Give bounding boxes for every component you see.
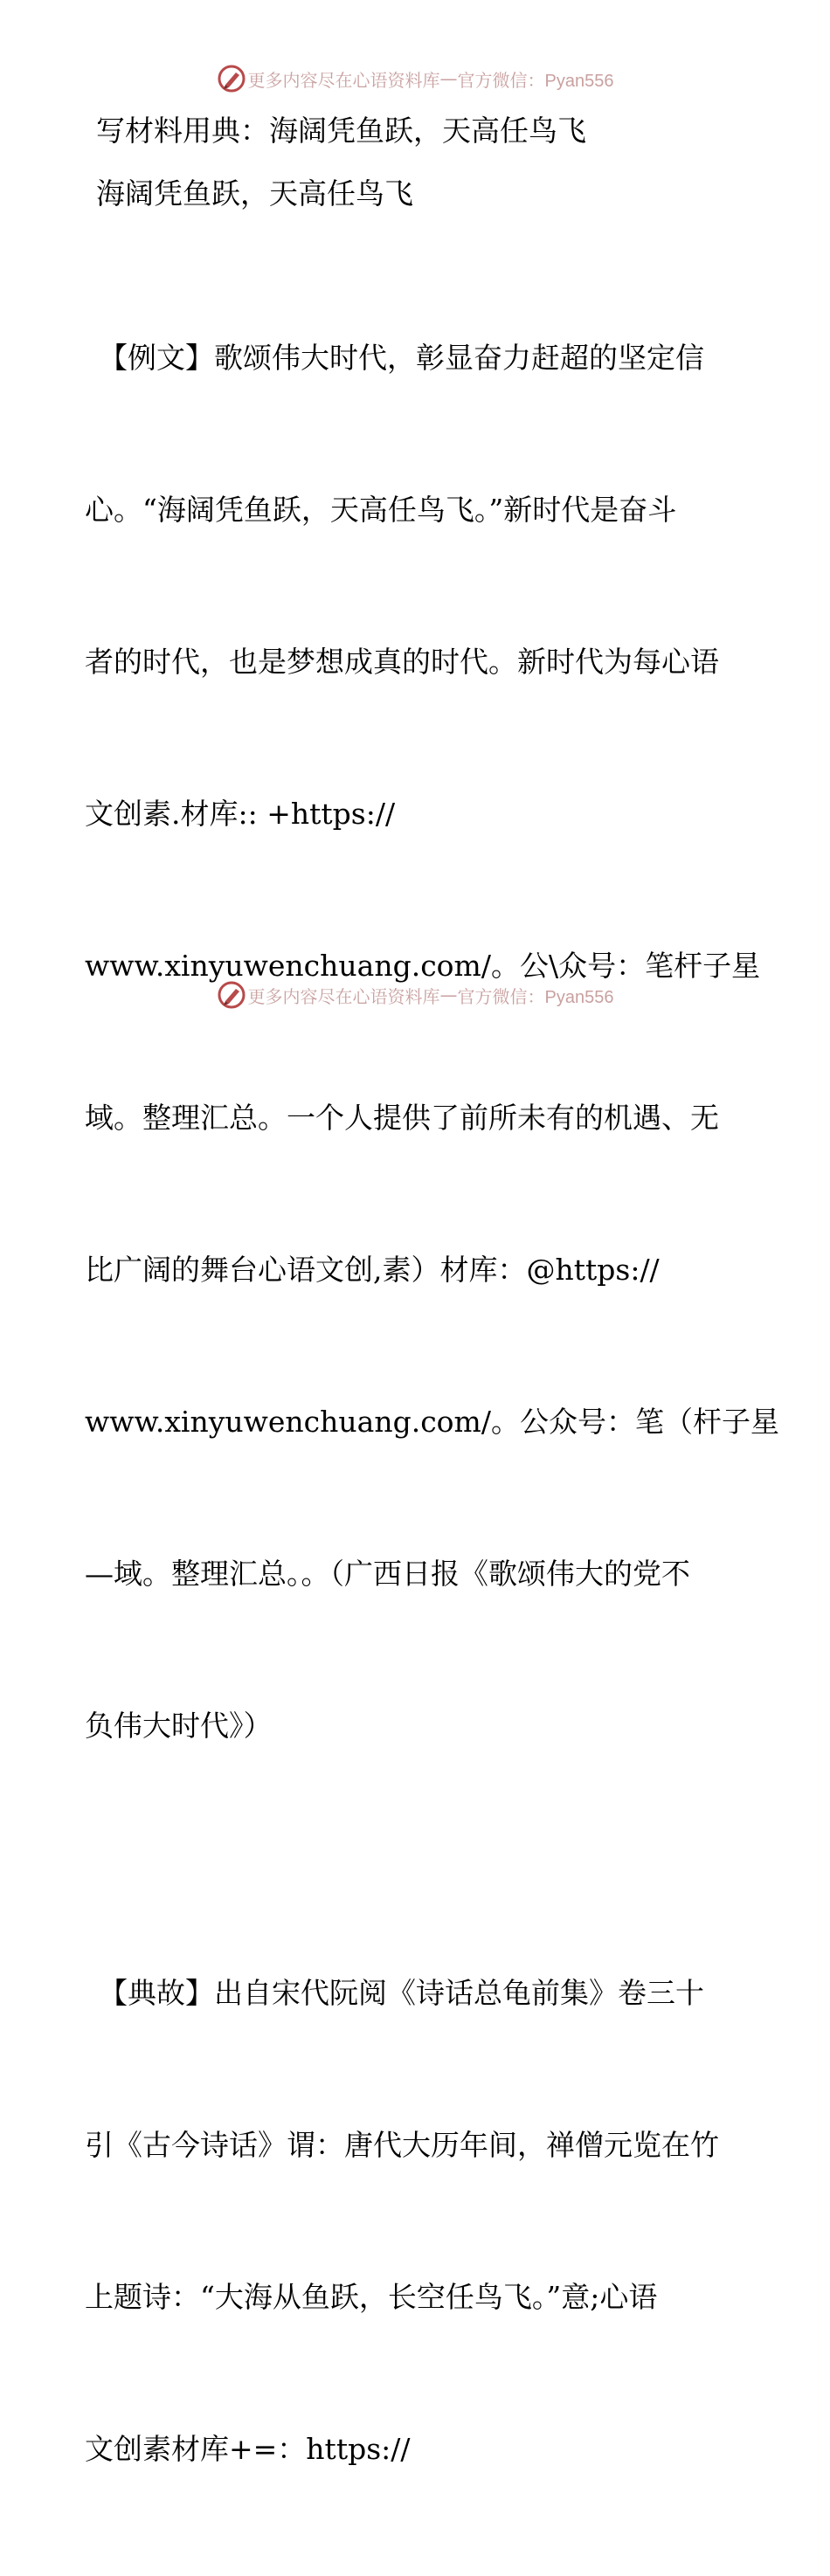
banner-contact: 官方微信：Pyan556 bbox=[457, 71, 614, 91]
allusion-line: 【典故】出自宋代阮阅《诗话总龟前集》卷三十 bbox=[99, 1976, 704, 2010]
allusion-line: 引《古今诗话》谓：唐代大历年间，禅僧元览在竹 bbox=[85, 2128, 719, 2162]
example-line: 【例文】歌颂伟大时代，彰显奋力赶超的坚定信 bbox=[99, 341, 704, 375]
example-line: 负伟大时代》） bbox=[85, 1709, 273, 1743]
example-line: www.xinyuwenchuang.com/。公\众号：笔杆子星 bbox=[85, 949, 761, 983]
header-banner bbox=[0, 59, 830, 98]
example-line: 域。整理汇总。一个人提供了前所未有的机遇、无 bbox=[85, 1101, 719, 1135]
banner-contact: 官方微信：Pyan556 bbox=[457, 987, 614, 1007]
allusion-line: 上题诗：“大海从鱼跃，长空任鸟飞。”意;心语 bbox=[85, 2280, 658, 2314]
allusion-line: 文创素材库+=：https:// bbox=[85, 2432, 411, 2466]
example-line: 文创素.材库:: +https:// bbox=[85, 797, 396, 831]
example-paragraph bbox=[85, 231, 779, 1853]
example-line: 心。“海阔凭鱼跃，天高任鸟飞。”新时代是奋斗 bbox=[85, 493, 677, 527]
document-title: 写材料用典：海阔凭鱼跃，天高任鸟飞 bbox=[96, 114, 586, 148]
example-line: 比广阔的舞台心语文创,素）材库：@https:// bbox=[85, 1253, 660, 1287]
example-line: www.xinyuwenchuang.com/。公众号：笔（杆子星 bbox=[85, 1405, 779, 1439]
banner-separator: — bbox=[439, 68, 458, 89]
footer-banner bbox=[0, 976, 830, 1014]
example-line: —域。整理汇总。。（广西日报《歌颂伟大的党不 bbox=[85, 1557, 690, 1591]
banner-separator: — bbox=[439, 984, 458, 1005]
pen-logo-icon bbox=[217, 64, 246, 93]
banner-text: 更多内容尽在心语资料库 bbox=[247, 69, 440, 91]
banner-text: 更多内容尽在心语资料库 bbox=[247, 985, 440, 1007]
allusion-paragraph bbox=[85, 1867, 749, 2576]
example-line: 者的时代，也是梦想成真的时代。新时代为每心语 bbox=[85, 645, 719, 679]
document-subtitle: 海阔凭鱼跃，天高任鸟飞 bbox=[96, 176, 413, 211]
document-body bbox=[85, 106, 779, 2576]
pen-logo-icon bbox=[217, 980, 246, 1010]
